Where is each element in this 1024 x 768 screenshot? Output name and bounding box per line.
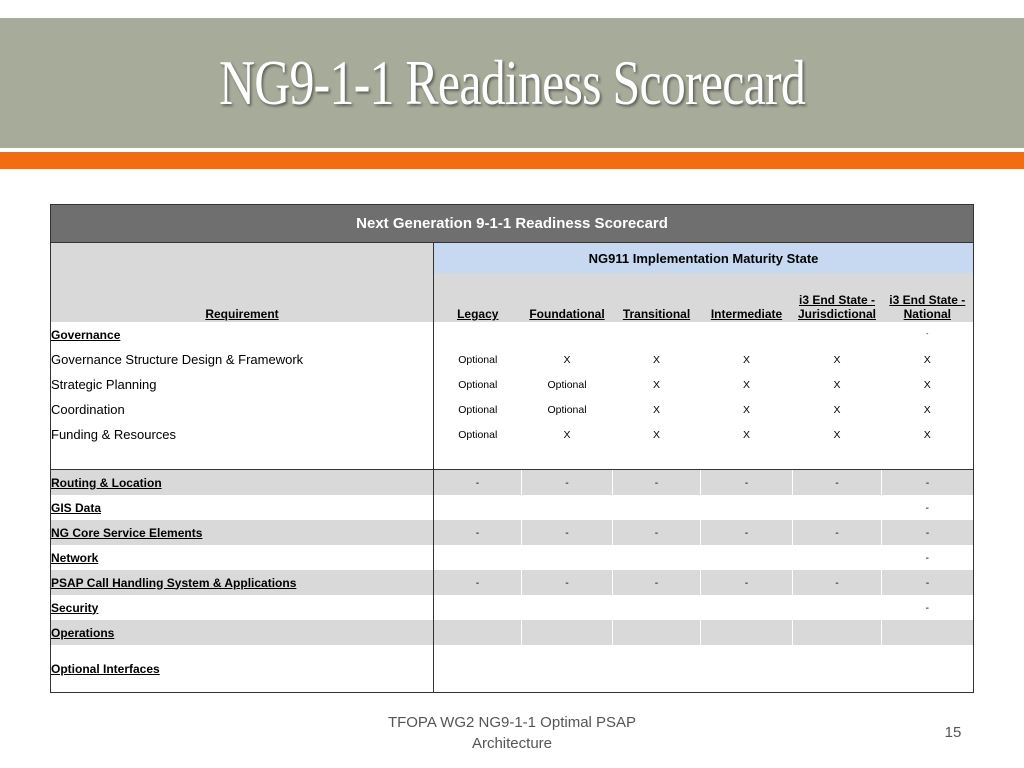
cell-foundational <box>522 620 613 645</box>
cell-national: - <box>882 520 974 545</box>
requirement-name: Governance Structure Design & Framework <box>51 347 434 372</box>
cell-intermediate <box>701 545 793 570</box>
requirement-name: Strategic Planning <box>51 372 434 397</box>
cell-legacy <box>434 545 522 570</box>
cell-legacy: - <box>434 520 522 545</box>
cell-foundational <box>522 595 613 620</box>
cell-legacy <box>434 495 522 520</box>
section-name: Routing & Location <box>51 470 434 496</box>
section-row <box>51 620 974 645</box>
cell-transitional: X <box>652 403 660 416</box>
cell-intermediate <box>701 495 793 520</box>
column-header-foundational: Foundational <box>522 273 613 322</box>
section-name: GIS Data <box>51 495 434 520</box>
cell-intermediate: - <box>701 570 793 595</box>
cell-transitional <box>613 545 701 570</box>
section-row <box>51 470 974 496</box>
footer-line-1: TFOPA WG2 NG9-1-1 Optimal PSAP <box>387 714 637 731</box>
section-name: Security <box>51 595 434 620</box>
table-row <box>51 347 974 372</box>
column-header-jurisdictional <box>793 273 882 322</box>
page-number: 15 <box>944 724 962 741</box>
scorecard-table <box>50 204 974 693</box>
cell-national: X <box>923 428 931 441</box>
cell-transitional: - <box>613 570 701 595</box>
section-row <box>51 645 974 693</box>
cell-national: X <box>923 353 931 366</box>
cell-foundational <box>522 545 613 570</box>
cell-national <box>882 620 974 645</box>
cell-foundational: - <box>522 470 613 496</box>
table-title: Next Generation 9-1-1 Readiness Scorecard <box>51 205 974 243</box>
cell-legacy <box>434 620 522 645</box>
cell-jurisdictional <box>793 495 882 520</box>
cell-foundational: - <box>522 570 613 595</box>
maturity-header-row <box>51 243 974 274</box>
section-row <box>51 545 974 570</box>
cell-national: - <box>925 501 930 514</box>
cell-jurisdictional <box>793 595 882 620</box>
cell-intermediate: X <box>742 403 750 416</box>
governance-heading: Governance <box>51 322 434 347</box>
cell-jurisdictional: X <box>833 428 841 441</box>
cell-intermediate: X <box>742 353 750 366</box>
cell-transitional: X <box>652 428 660 441</box>
footer-line-2: Architecture <box>471 735 553 752</box>
cell-jurisdictional: X <box>833 353 841 366</box>
cell-foundational: X <box>563 428 571 441</box>
cell-legacy: Optional <box>458 428 498 441</box>
column-header-national-line1: i3 End State - <box>889 293 966 307</box>
cell-legacy: Optional <box>458 378 498 391</box>
cell-jurisdictional <box>793 645 882 693</box>
accent-bar <box>0 152 1024 169</box>
cell-jurisdictional: - <box>793 570 882 595</box>
cell-jurisdictional: X <box>833 403 841 416</box>
maturity-header: NG911 Implementation Maturity State <box>434 243 974 274</box>
cell-transitional: X <box>652 353 660 366</box>
cell-transitional: - <box>613 470 701 496</box>
requirement-name: Coordination <box>51 397 434 422</box>
spacer-row <box>51 447 974 470</box>
cell-transitional <box>613 620 701 645</box>
column-header-transitional: Transitional <box>613 273 701 322</box>
section-row <box>51 570 974 595</box>
cell-intermediate <box>701 645 793 693</box>
section-row <box>51 520 974 545</box>
cell-national: - <box>882 470 974 496</box>
cell-transitional <box>613 495 701 520</box>
section-name: PSAP Call Handling System & Applications <box>51 570 434 595</box>
cell-foundational: - <box>522 520 613 545</box>
cell-jurisdictional: - <box>793 470 882 496</box>
cell-transitional: - <box>613 520 701 545</box>
section-name: Operations <box>51 620 434 645</box>
column-header-national-line2: National <box>903 307 951 321</box>
section-row <box>51 595 974 620</box>
cell-foundational: Optional <box>547 378 587 391</box>
cell-national: - <box>882 570 974 595</box>
column-header-row <box>51 273 974 322</box>
section-row <box>51 495 974 520</box>
table-title-row <box>51 205 974 243</box>
scorecard-table-container <box>50 204 973 693</box>
cell-legacy <box>434 595 522 620</box>
cell-foundational <box>522 495 613 520</box>
cell-legacy: - <box>434 570 522 595</box>
cell-foundational <box>522 645 613 693</box>
cell-national: X <box>923 378 931 391</box>
cell-jurisdictional: - <box>793 520 882 545</box>
column-header-legacy: Legacy <box>434 273 522 322</box>
requirement-header-spacer <box>51 243 434 274</box>
slide-title: NG9-1-1 Readiness Scorecard <box>218 47 806 118</box>
governance-heading-row <box>51 322 974 347</box>
cell-legacy: Optional <box>458 353 498 366</box>
column-header-national <box>882 273 974 322</box>
slide-footer <box>362 712 662 754</box>
table-row <box>51 372 974 397</box>
cell-jurisdictional <box>793 620 882 645</box>
title-band <box>0 18 1024 148</box>
table-row <box>51 422 974 447</box>
cell-intermediate: X <box>742 428 750 441</box>
cell-jurisdictional <box>793 545 882 570</box>
cell-intermediate <box>701 595 793 620</box>
cell-legacy <box>434 645 522 693</box>
cell-intermediate <box>701 620 793 645</box>
section-name: Optional Interfaces <box>51 645 434 693</box>
section-name: Network <box>51 545 434 570</box>
cell-national <box>882 645 974 693</box>
cell-national: - <box>925 551 930 564</box>
cell-transitional <box>613 595 701 620</box>
cell-transitional <box>613 645 701 693</box>
column-header-intermediate: Intermediate <box>701 273 793 322</box>
cell-legacy: Optional <box>458 403 498 416</box>
cell-national: - <box>925 601 930 614</box>
cell-intermediate: - <box>701 520 793 545</box>
section-name: NG Core Service Elements <box>51 520 434 545</box>
cell-transitional: X <box>652 378 660 391</box>
cell-foundational: Optional <box>547 403 587 416</box>
column-header-jurisdictional-line2: Jurisdictional <box>797 307 877 321</box>
cell-national: X <box>923 403 931 416</box>
cell-legacy: - <box>434 470 522 496</box>
requirement-name: Funding & Resources <box>51 422 434 447</box>
governance-heading-national: - <box>926 331 929 338</box>
cell-jurisdictional: X <box>833 378 841 391</box>
cell-foundational: X <box>563 353 571 366</box>
column-header-requirement: Requirement <box>51 273 434 322</box>
column-header-jurisdictional-line1: i3 End State - <box>798 293 875 307</box>
cell-intermediate: X <box>742 378 750 391</box>
table-row <box>51 397 974 422</box>
cell-intermediate: - <box>701 470 793 496</box>
